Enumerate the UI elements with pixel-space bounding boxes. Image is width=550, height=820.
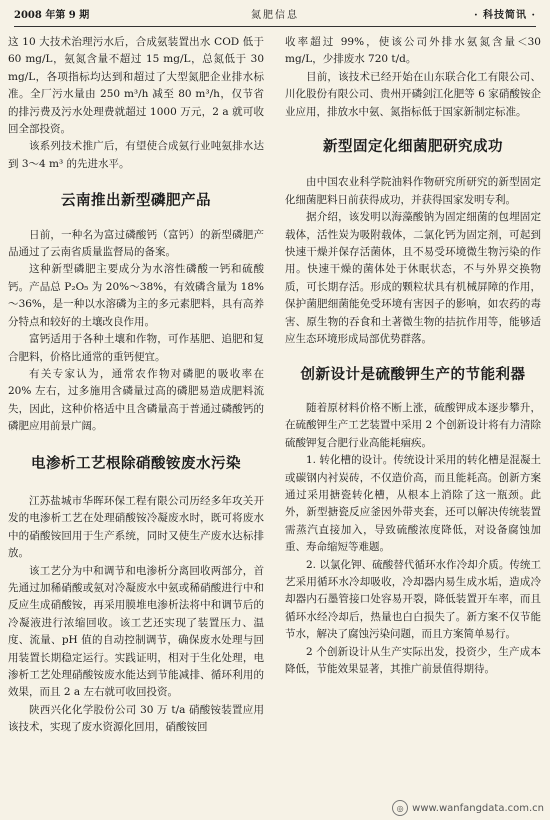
- article-title-phosphate: 云南推出新型磷肥产品: [61, 193, 211, 210]
- article-paragraph: 2 个创新设计从生产实际出发，投资少，生产成本降低，节能效果显著，其推广前景值得期待。: [285, 645, 541, 675]
- article-title-bacteria-fertilizer: 新型固定化细菌肥研究成功: [323, 139, 503, 156]
- article-paragraph: 据介绍，该发明以海藻酸钠为固定细菌的包埋固定载体，活性炭为吸附载体，二氯化钙为固定剂，可起到快速干燥并保存活菌体，且不易受环境微生物污染的作用。快速干燥的菌体处于休眠状态，不与外界交换物质，可长期存活。形成的颗粒状具有机械屏障的作用，保护菌肥细菌能免受环境有害因子的影响，如农药的毒害、原生物的吞食和土著微生物的拮抗作用等，能够适应生态环境形成局部优势群落。: [285, 211, 541, 346]
- article-paragraph: 由中国农业科学院油料作物研究所研究的新型固定化细菌肥料日前获得成功，并获得国家发明专利。: [285, 176, 541, 206]
- intro-paragraph: 这 10 大技术治理污水后，合成氨装置出水 COD 低于 60 mg/L，氨氮含量不超过 15 mg/L，总氮低于 30 mg/L，各项指标均达到和超过了大型氮肥企业排水标准。全厂污水量由 250 m³/h 减至 80 m³/h，仅节省的排污费及污水处理费就超过 1000 万元，2 a 就可收回全部投资。: [8, 36, 264, 136]
- article-title-electrodialysis: 电渗析工艺根除硝酸铵废水污染: [31, 455, 241, 472]
- section-label: · 科技简讯 ·: [474, 10, 536, 21]
- continuation-paragraph: 收率超过 99%，使该公司外排水氨氮含量＜30 mg/L，少排废水 720 t/d。: [285, 36, 541, 66]
- article-paragraph: 随着原材料价格不断上涨，硫酸钾成本逐步攀升，在硫酸钾生产工艺装置中采用 2 个创新设计将有力清除硫酸钾复合肥行业高能耗痼疾。: [285, 401, 541, 449]
- article-paragraph: 该工艺分为中和调节和电渗析分离回收两部分，首先通过加稀硝酸或氨对冷凝废水中氨或稀硝酸进行中和反应生成硝酸铵，再采用膜堆电渗析法将中和调节后的冷凝液进行浓缩回收。该工艺还实现了装置压力、温度、流量、pH 值的自动控制调节，确保废水处理与回用装置长期稳定运行。实践证明，相对于生化处理，电渗析工艺处理硝酸铵废水能达到节能减排、循环利用的效果，而且 2 a 左右就可收回投资。: [8, 564, 264, 699]
- issue-label: 2008 年第 9 期: [14, 10, 90, 21]
- article-paragraph: 2. 以氯化钾、硫酸替代循环水作冷却介质。传统工艺采用循环水冷却吸收，冷却器内易生成水垢，造成冷却器内石墨管接口处容易开裂，降低装置开车率，而且循环水经冷却后，热量也白白损失了。新方案不仅节能节水，解决了腐蚀污染问题，而且方案简单易行。: [285, 558, 541, 641]
- left-column: [8, 34, 264, 804]
- page-header: [14, 8, 536, 27]
- intro-paragraph: 该系列技术推广后，有望使合成氨行业吨氨排水达到 3～4 m³ 的先进水平。: [8, 140, 264, 170]
- journal-title: 氮肥信息: [251, 10, 299, 21]
- globe-icon: ◎: [392, 800, 408, 816]
- article-paragraph: 江苏盐城市华晖环保工程有限公司历经多年攻关开发的电渗析工艺在处理硝酸铵冷凝废水时，既可将废水中的硝酸铵回用于生产系统，同时又使生产废水达标排放。: [8, 494, 264, 560]
- article-paragraph: 有关专家认为，通常农作物对磷肥的吸收率在 20% 左右，过多施用含磷量过高的磷肥易造成肥料流失，因此，这种价格适中且含磷量高于普通过磷酸钙的磷肥应用前景广阔。: [8, 367, 264, 433]
- article-paragraph: 日前，一种名为富过磷酸钙（富钙）的新型磷肥产品通过了云南省质量监督局的备案。: [8, 228, 264, 259]
- right-column: [285, 34, 541, 804]
- article-paragraph: 陕西兴化化学股份公司 30 万 t/a 硝酸铵装置应用该技术，实现了废水资源化回用，硝酸铵回: [8, 703, 264, 734]
- watermark-text: www.wanfangdata.com.cn: [412, 802, 544, 814]
- article-paragraph: 1. 转化槽的设计。传统设计采用的转化槽是混凝土或碳钢内衬炭砖，不仅造价高，而且能耗高。创新方案通过采用搪瓷转化槽，从根本上消除了这一瓶颈。此外，新型搪瓷反应釜因外带夹套，还可以解决传统装置需蒸汽直接加入，导致硫酸浓度降低，对设备腐蚀加重、寿命缩短等难题。: [285, 454, 541, 554]
- watermark: [392, 800, 544, 816]
- continuation-paragraph: 目前，该技术已经开始在山东联合化工有限公司、川化股份有限公司、贵州开磷剑江化肥等 6 家硝酸铵企业应用，排放水中氨、氮指标低于国家新制定标准。: [285, 70, 541, 118]
- article-paragraph: 富钙适用于各种土壤和作物，可作基肥、追肥和复合肥料，价格比通常的重钙便宜。: [8, 333, 264, 363]
- article-paragraph: 这种新型磷肥主要成分为水溶性磷酸一钙和硫酸钙。产品总 P₂O₅ 为 20%～38%，有效磷含量为 18%～36%，是一种以水溶磷为主的多元素肥料，具有高养分特点和较好的土壤改良作用。: [8, 263, 264, 328]
- article-title-potassium-sulfate: 创新设计是硫酸钾生产的节能利器: [300, 366, 526, 383]
